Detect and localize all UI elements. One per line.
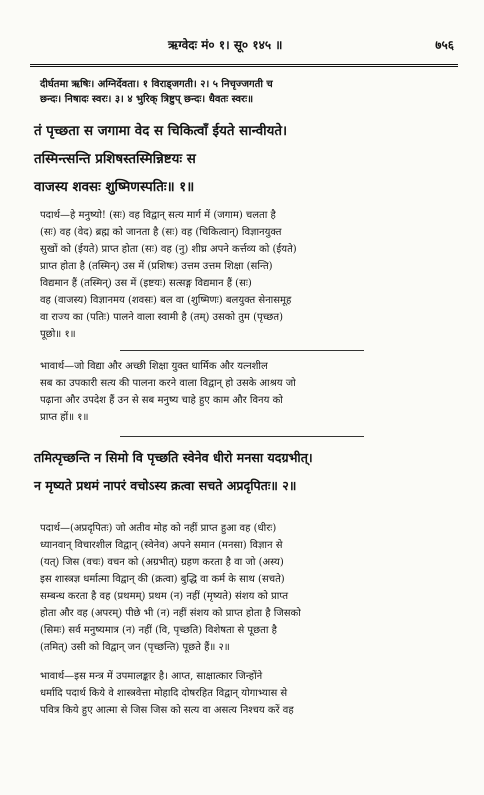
text-line: प्राप्त होता है (तस्मिन्) उस में (प्रशिषः) उत्तम उत्तम शिक्षा (सन्ति)	[40, 261, 273, 272]
bhavarth-2	[40, 668, 456, 719]
text-line: होता और वह (अपरम्) पीछे भी (न) नहीं संशय को प्राप्त होता है जिसको	[40, 608, 301, 619]
header-title: ऋग्वेदः मं० १। सू० १४५ ॥	[168, 38, 283, 52]
mantra-line: तस्मिन्त्सन्ति प्रशिषस्तस्मिन्निष्टयः स	[34, 151, 196, 167]
text-line: ध्यानवान् विचारशील विद्वान् (स्वेनेव) अपने समान (मनसा) विज्ञान से	[40, 540, 283, 551]
running-header	[30, 36, 458, 52]
text-line: भावार्थ—इस मन्त्र में उपमालङ्कार है। आप्त, साक्षात्कार जिन्होंने	[40, 671, 263, 682]
section-separator	[120, 350, 364, 351]
meta-line: दीर्घतमा ऋषिः। अग्निर्देवता। १ विराड्जगती। २। ५ निचृज्जगती च	[40, 79, 273, 90]
text-line: विद्यमान हैं (तस्मिन्) उस में (इष्टयः) सत्सङ्ग विद्यमान हैं (सः)	[40, 278, 252, 289]
text-line: (यत्) जिस (वचः) वचन को (अग्रभीत्) ग्रहण करता है वा जो (अस्य)	[40, 557, 284, 568]
text-line: धर्मादि पदार्थ किये वे शास्त्रवेत्ता मोहादि दोषरहित विद्वान् योगाभ्यास से	[40, 688, 288, 699]
section-separator	[120, 436, 364, 437]
text-line: पढ़ाना और उपदेश हैं उन से सब मनुष्य चाहे हुए काम और विनय को	[40, 395, 283, 406]
mantra-1	[34, 117, 460, 201]
meta-line: छन्दः। निषादः स्वरः। ३। ४ भुरिक् त्रिष्टुप् छन्दः। धैवतः स्वरः॥	[40, 94, 254, 105]
text-line: (तमित्) उसी को विद्वान् जन (पृच्छन्ति) पूछते हैं॥ २॥	[40, 642, 230, 653]
text-line: सुखों को (ईयते) प्राप्त होता (सः) वह (नु) शीघ्र अपने कर्त्तव्य को (ईयते)	[40, 244, 297, 255]
text-line: भावार्थ—जो विद्या और अच्छी शिक्षा युक्त धार्मिक और यत्नशील	[40, 361, 268, 372]
bhavarth-1	[40, 358, 456, 426]
mantra-line: वाजस्य शवसः शुष्मिणस्पतिः॥ १॥	[34, 179, 195, 195]
text-line: पूछो॥ १॥	[40, 329, 76, 340]
text-line: पवित्र किये हुए आत्मा से जिस जिस को सत्य वा असत्य निश्चय करें वह	[40, 705, 294, 716]
text-line: वा राज्य का (पतिः) पालने वाला स्वामी है (तम्) उसको तुम (पृच्छत)	[40, 312, 283, 323]
text-line: पदार्थ—हे मनुष्यो! (सः) वह विद्वान् सत्य मार्ग में (जगाम) चलता है	[40, 210, 276, 221]
padarth-2	[40, 520, 456, 656]
mantra-line: न मृष्यते प्रथमं नापरं वचोऽस्य क्रत्वा सचते अप्रदृपितः॥ २॥	[34, 478, 297, 493]
text-line: प्राप्त हों॥ १॥	[40, 412, 89, 423]
text-line: सब का उपकारी सत्य की पालना करने वाला विद्वान् हो उसके आश्रय जो	[40, 378, 296, 389]
text-line: पदार्थ—(अप्रदृपितः) जो अतीव मोह को नहीं प्राप्त हुआ वह (धीरः)	[40, 523, 277, 534]
mantra-line: तं पृच्छता स जगामा वेद स चिकित्वाँ ईयते सान्वीयते।	[34, 123, 288, 139]
mantra-line: तमित्पृच्छन्ति न सिमो वि पृच्छति स्वेनेव धीरो मनसा यदग्रभीत्।	[34, 450, 313, 465]
rishi-devata-chhand-line	[40, 77, 456, 107]
text-line: सम्बन्ध करता है वह (प्रथमम्) प्रथम (न) नहीं (मृष्यते) संशय को प्राप्त	[40, 591, 289, 602]
text-line: वह (वाजस्य) विज्ञानमय (शवसः) बल वा (शुष्मिणः) बलयुक्त सेनासमूह	[40, 295, 292, 306]
padarth-1	[40, 207, 456, 343]
mantra-2	[34, 444, 460, 500]
header-rule	[30, 64, 458, 67]
text-line: (सः) वह (वेद) ब्रह्म को जानता है (सः) वह (चिकित्वान्) विज्ञानयुक्त	[40, 227, 282, 238]
text-line: इस शास्त्रज्ञ धर्मात्मा विद्वान् की (क्रत्वा) बुद्धि वा कर्म के साथ (सचते)	[40, 574, 285, 585]
text-line: (सिमः) सर्व मनुष्यमात्र (न) नहीं (वि, पृच्छति) विशेषता से पूछता है	[40, 625, 277, 636]
page-number: ७५६	[435, 38, 454, 52]
